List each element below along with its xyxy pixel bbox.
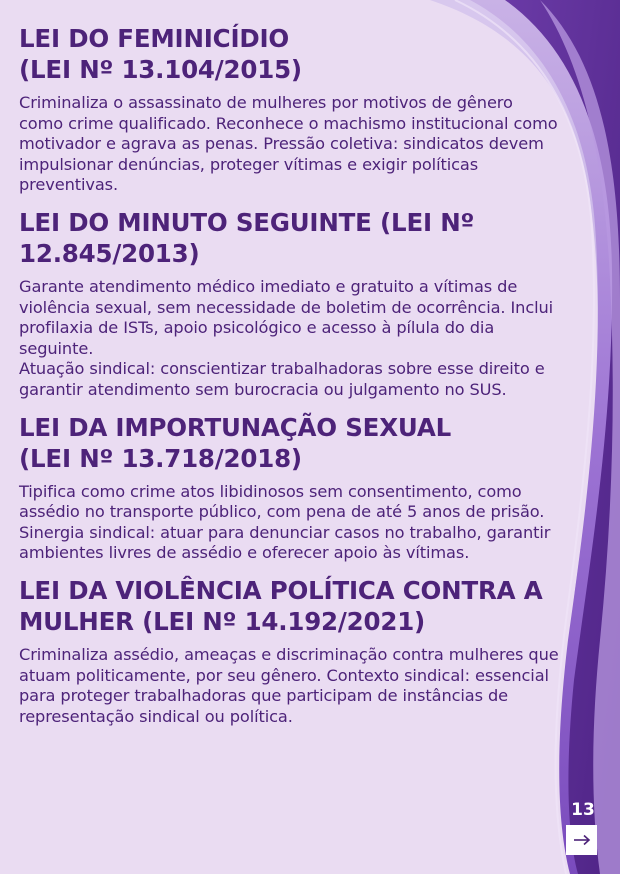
law-description: Tipifica como crime atos libidinosos sem consentimento, como assédio no transporte público, com pena de até 5 anos de prisão. Sinergia sindical: atuar para denunciar casos no trabalho, garantir ambientes livres de assédio e oferecer apoio às vítimas.	[19, 481, 551, 563]
law-feminicidio	[19, 23, 559, 196]
law-description: Criminaliza o assassinato de mulheres por motivos de gênero como crime qualificado. Reconhece o machismo institucional como motivador e agrava as penas. Pressão coletiva: sindicatos devem impulsionar denúncias, proteger vítimas e exigir políticas preventivas.	[19, 93, 558, 195]
next-page-button[interactable]	[566, 825, 597, 855]
law-title: LEI DA IMPORTUNAÇÃO SEXUAL (LEI Nº 13.718/2018)	[19, 412, 452, 473]
law-minuto-seguinte	[19, 207, 559, 401]
law-description: Criminaliza assédio, ameaças e discriminação contra mulheres que atuam politicamente, por seu gênero. Contexto sindical: essencial para proteger trabalhadoras que participam de instâncias de representação sindical ou política.	[19, 644, 559, 726]
law-description: Garante atendimento médico imediato e gratuito a vítimas de violência sexual, sem necessidade de boletim de ocorrência. Inclui profilaxia de ISTs, apoio psicológico e acesso à pílula do dia seguinte. Atuação sindical: conscientizar trabalhadoras sobre esse direito e garantir atendimento sem burocracia ou julgamento no SUS.	[19, 276, 554, 399]
page-number: 13	[571, 800, 595, 820]
law-title: LEI DO MINUTO SEGUINTE (LEI Nº 12.845/2013)	[19, 207, 475, 268]
arrow-right-icon	[573, 834, 591, 846]
law-violencia-politica	[19, 575, 559, 727]
law-title: LEI DA VIOLÊNCIA POLÍTICA CONTRA A MULHER (LEI Nº 14.192/2021)	[19, 575, 543, 636]
law-title: LEI DO FEMINICÍDIO (LEI Nº 13.104/2015)	[19, 24, 302, 84]
law-importunacao-sexual	[19, 412, 559, 564]
laws-list	[19, 23, 559, 738]
